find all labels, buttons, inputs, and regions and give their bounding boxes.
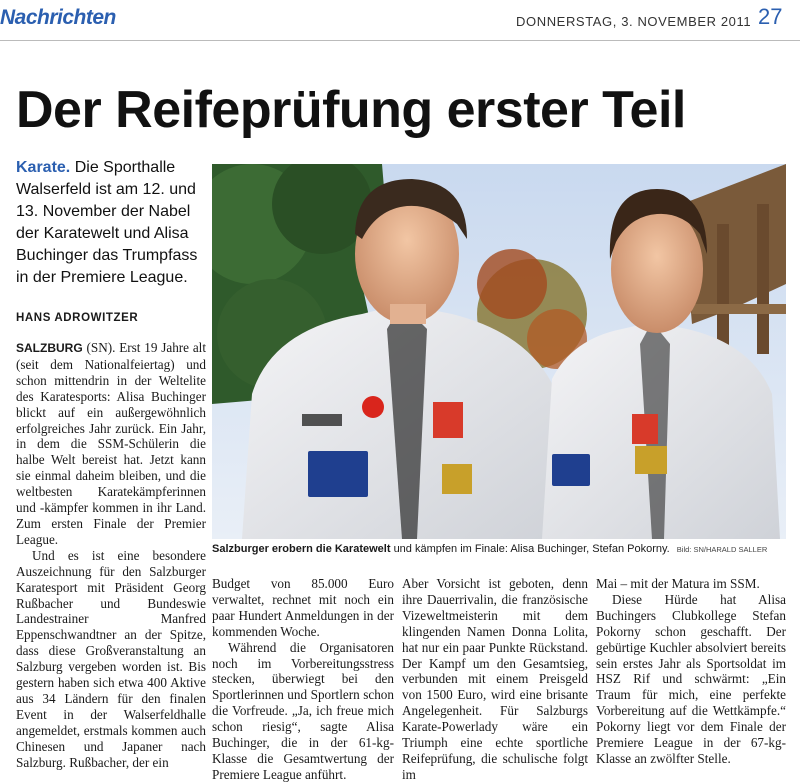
article-paragraph: Diese Hürde hat Alisa Buchingers Clubkollege Stefan Pokorny schon geschafft. Der gebürtige Kuchler absolviert bereits sein erstes Jahr als Sportsoldat im HSZ Rif und schwärmt: „Ein Traum für mich, eine perfekte Vorbereitung auf die Wettkämpfe.“ Pokorny liegt vor dem Finale der Premiere League in der 67-kg-Klasse an zwölfter Stelle. [596, 591, 786, 766]
photo-caption [212, 543, 786, 555]
dateline: SALZBURG [16, 341, 83, 355]
article-column-4 [596, 576, 786, 767]
article-paragraph: Während die Organisatoren noch im Vorbereitungsstress stecken, überwiegt bei den Sportlerinnen und Sportlern schon die Vorfreude. „Ja, ich freue mich schon riesig“, sagte Alisa Buchinger, die in der 61-kg-Klasse die Gesamtwertung der Premiere League anführt. [212, 639, 394, 782]
hyundai-logo-2 [552, 454, 590, 486]
issue-date: DONNERSTAG, 3. NOVEMBER 2011 [516, 14, 752, 29]
coat-of-arms-icon [433, 402, 463, 438]
article-headline: Der Reifeprüfung erster Teil [16, 81, 686, 139]
article-paragraph: Und es ist eine besondere Auszeichnung für den Salzburger Karatesport mit Präsident Georg Rußbacher und Bundeswie Landestrainer Manfred Eppenschwandtner an der Spitze, dass diese Großveranstaltung an Salzburg vergeben worden ist. Bis gestern haben sich etwa 400 Aktive aus 34 Ländern für den finalen Event in der Walserfeldhalle angemeldet, erstmals kommen auch Chinesen und Japaner nach Salzburg. Rußbacher, der ein [16, 547, 206, 770]
h-logo-2 [635, 446, 667, 474]
coat-of-arms-icon-2 [632, 414, 658, 444]
erima-logo [302, 414, 342, 426]
masthead [0, 0, 800, 44]
article-column-1 [16, 340, 206, 770]
hyundai-logo [308, 451, 368, 497]
red-badge-icon [362, 396, 384, 418]
photo-karate-athletes [212, 164, 786, 539]
caption-title: Salzburger erobern die Karatewelt [212, 543, 391, 555]
article-paragraph [16, 340, 206, 548]
masthead-rule [0, 40, 800, 41]
article-lead [16, 157, 206, 289]
article-column-3 [402, 576, 588, 783]
article-paragraph: Aber Vorsicht ist geboten, denn ihre Dauerrivalin, die französische Vizeweltmeisterin mit dem klingenden Namen Donna Lolita, hat nur ein paar Punkte Rückstand. Der Kampf um den Gesamtsieg, verbunden mit einem Preisgeld von 1500 Euro, wird eine brisante Angelegenheit. Für Salzburgs Karate-Powerlady wäre ein Triumph eine echte sportliche Reifeprüfung, die schulische folgt im [402, 576, 588, 782]
photo-credit: Bild: SN/HARALD SALLER [676, 545, 768, 554]
paragraph-text: (SN). Erst 19 Jahre alt (seit dem Nationalfeiertag) und schon mittendrin in der Weltelite des Karatesports: Alisa Buchinger blickt auf ein außergewöhnlich erfolgreiches Jahr zurück. Ein Jahr, in dem die SSM-Schülerin die halbe Welt bereist hat. Jetzt kann sie einmal daheim bleiben, und die weltbesten Karatekämpferinnen und -kämpfer kommen in ihr Land. Zum ersten Finale der Premier League. [16, 340, 207, 547]
caption-text: und kämpfen im Finale: Alisa Buchinger, Stefan Pokorny. [393, 543, 670, 555]
page-number: 27 [758, 4, 783, 29]
h-logo [442, 464, 472, 494]
author-byline: HANS ADROWITZER [16, 312, 139, 324]
article-photo [212, 164, 786, 539]
lead-kicker: Karate. [16, 159, 71, 176]
lead-text: Die Sporthalle Walserfeld ist am 12. und 13. November der Nabel der Karatewelt und Alisa Buchinger das Trumpfass in der Premiere League. [16, 159, 198, 286]
article-paragraph: Budget von 85.000 Euro verwaltet, rechnet mit noch ein paar Hundert Anmeldungen in der kommenden Woche. [212, 576, 394, 639]
newspaper-brand: Nachrichten [0, 6, 116, 29]
article-column-2 [212, 576, 394, 783]
article-paragraph: Mai – mit der Matura im SSM. [596, 576, 760, 591]
